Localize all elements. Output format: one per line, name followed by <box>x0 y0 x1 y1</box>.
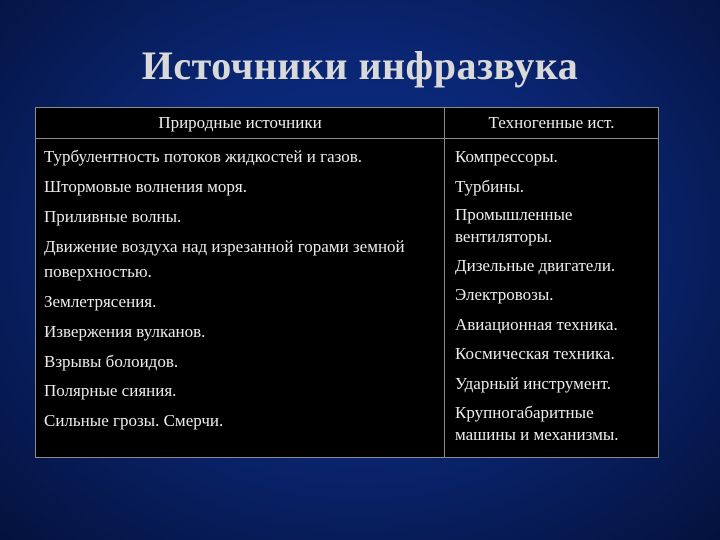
list-item: Извержения вулканов. <box>44 321 206 341</box>
list-item: Ударный инструмент. <box>455 373 611 393</box>
table-body-row <box>36 139 659 458</box>
list-item: Дизельные двигатели. <box>455 255 616 275</box>
list-item: Взрывы болоидов. <box>44 351 179 371</box>
technogenic-sources-cell <box>445 139 659 458</box>
list-item: Турбулентность потоков жидкостей и газов. <box>44 147 363 166</box>
list-item: Промышленные вентиляторы. <box>455 205 573 247</box>
list-item: Полярные сияния. <box>44 381 177 401</box>
list-item: Приливные волны. <box>44 206 182 226</box>
list-item: Движение воздуха над изрезанной горами земной поверхностью. <box>44 237 405 282</box>
table-header-row <box>36 108 659 139</box>
header-natural-sources: Природные источники <box>36 108 445 139</box>
sources-table <box>35 107 659 458</box>
natural-sources-list <box>44 145 438 433</box>
list-item: Турбины. <box>455 176 525 196</box>
list-item: Электровозы. <box>455 285 554 305</box>
list-item: Крупногабаритные машины и механизмы. <box>455 402 619 444</box>
slide-title: Источники инфразвука <box>141 43 579 88</box>
list-item: Компрессоры. <box>455 147 558 166</box>
header-technogenic-sources: Техногенные ист. <box>445 108 659 139</box>
technogenic-sources-list <box>455 145 654 446</box>
natural-sources-cell <box>36 139 445 458</box>
list-item: Космическая техника. <box>455 344 615 364</box>
list-item: Сильные грозы. Смерчи. <box>44 411 224 431</box>
list-item: Землетрясения. <box>44 291 157 311</box>
list-item: Штормовые волнения моря. <box>44 176 248 196</box>
list-item: Авиационная техника. <box>455 314 618 334</box>
